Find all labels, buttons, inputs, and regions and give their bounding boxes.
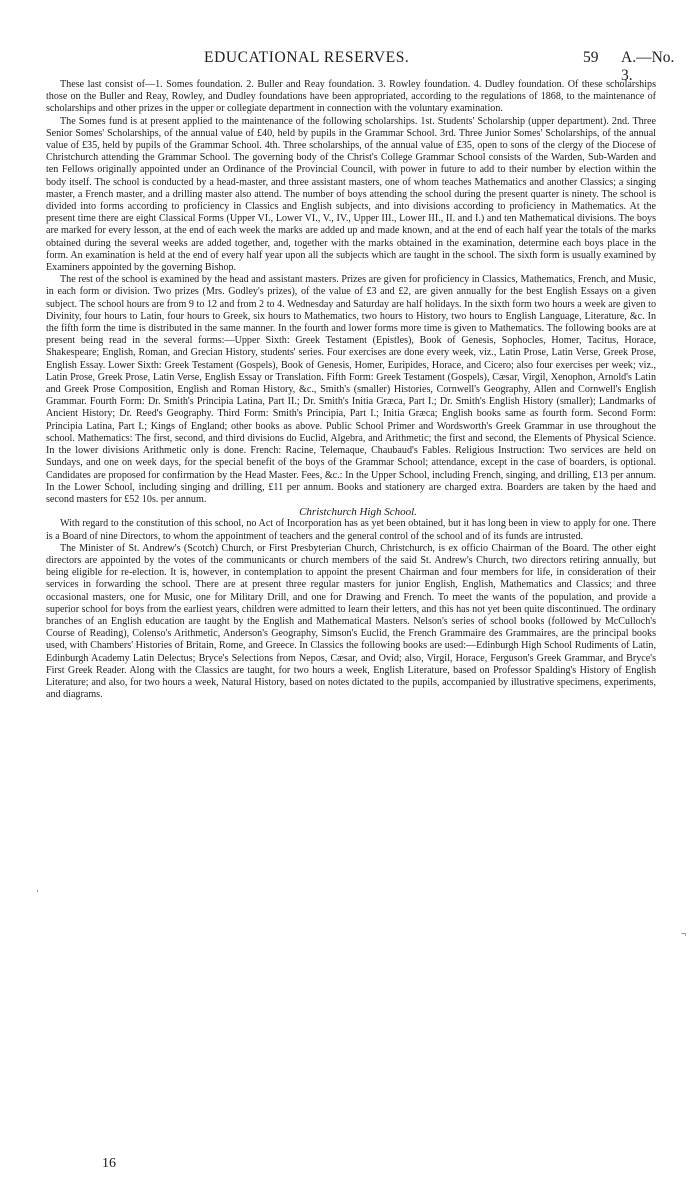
margin-mark: ·	[36, 886, 39, 896]
paragraph: The Minister of St. Andrew's (Scotch) Church, or First Presbyterian Church, Christchurch, is ex officio Chairman of the Board. The other eight directors are appointed by the votes of the communicants or church members of the said St. Andrew's Church, two directors retiring annually, but being eligible for re-election. It is, however, in contemplation to appoint the present Chairman and four members for life, in consideration of their services in forwarding the school. There are at present three regular masters for junior English, English, Mathematics and Classics; and three occasional masters, one for Music, one for Military Drill, and one for Drawing and French. To meet the wants of the population, and provide a superior school for boys from the earliest years, children were admitted to learn their letters, and this has not yet been quite discontinued. The ordinary branches of an English education are taught by the English and Mathematical Masters. Nelson's series of school books (followed by McCulloch's Course of Reading), Colenso's Arithmetic, Anderson's Geography, Simson's Euclid, the French Grammaire des Grammaires, are the principal books used, with Chambers' Histories of Britain, Rome, and Greece. In Classics the following books are used:—Edinburgh High School Rudiments of Latin, Edinburgh Academy Latin Delectus; Bryce's Selections from Nepos, Cæsar, and Ovid; also, Virgil, Horace, Ferguson's Greek Grammar, and Bryce's First Greek Reader. Along with the Classics are taught, for two hours a week, English Literature, based on Professor Spalding's History of English Literature; and also, for two hours a week, Natural History, based on notes dictated to the pupils, accompanied by illustrative specimens, experiments, and diagrams.	[46, 542, 656, 701]
margin-mark: ¬	[681, 929, 687, 939]
paragraph: The Somes fund is at present applied to the maintenance of the following scholarships. 1st. Students' Scholarship (upper department). 2nd. Three Senior Somes' Scholarships, of the annual value of £40, held by pupils in the Grammar School. 3rd. Three Junior Somes' Scholarships, of the annual value of £35, held by pupils of the Grammar School. 4th. Three scholarships, of the annual value of £35, open to sons of the clergy of the Diocese of Christchurch attending the Grammar School. The governing body of the Christ's College Grammar School consists of the Warden, Sub-Warden and ten Fellows originally appointed under an Ordinance of the Provincial Council, with power in future to add to their number by election within the body itself. The school is conducted by a head-master, and three assistant masters, one of whom teaches Mathematics and another Classics; a singing master, a French master, and a drilling master also attend. The number of boys attending the school during the present quarter is ninety. The school is divided into forms according to proficiency in Classics and English subjects, and into divisions according to proficiency in Mathematics. At the present time there are eight Classical Forms (Upper VI., Lower VI., V., IV., Upper III., Lower III., II. and I.) and ten Mathematical divisions. The boys are marked for every lesson, at the end of each week the marks are added up and made known, and at the end of each half year the totals of the marks obtained during the several weeks are added together, and, together with the marks obtained in the examination, determine each boys place in the form. An examination is held at the end of every half year upon all the subjects which are taught in the school. The sixth form is usually examined by Examiners appointed by the governing Bishop.	[46, 115, 656, 274]
paragraph: With regard to the constitution of this school, no Act of Incorporation has as yet been obtained, but it has long been in view to apply for one. There is a Board of nine Directors, to whom the appointment of teachers and the general control of the school and of its funds are intrusted.	[46, 518, 656, 542]
page-number: 59	[583, 49, 599, 66]
document-reference: A.—No. 3.	[621, 49, 675, 84]
paragraph: The rest of the school is examined by the head and assistant masters. Prizes are given for proficiency in Classics, Mathematics, French, and Music, in each form or division. Two prizes (Mrs. Godley's prizes), of the value of £3 and £2, are given annually for the best English Essays on a given subject. The school hours are from 9 to 12 and from 2 to 4. Wednesday and Saturday are half holidays. In the sixth form two hours a week are given to Divinity, four hours to Latin, four hours to Greek, six hours to Mathematics, two hours to History, two hours to English Language, Literature, &c. In the fifth form the time is distributed in the same manner. In the fourth and lower forms more time is given to Mathematics. The following books are at present being read in the several forms:—Upper Sixth: Greek Testament (Epistles), Book of Genesis, Sophocles, Homer, Tacitus, Horace, Shakespeare; English, Roman, and Grecian History, students' series. Four exercises are done every week, viz., Latin Prose, Latin Verse, Greek Prose, English Essay. Lower Sixth: Greek Testament (Gospels), Book of Genesis, Homer, Euripides, Horace, and Cicero; also four exercises per week; viz., Latin Prose, Greek Prose, Latin Verse, English Essay or Translation. Fifth Form: Greek Testament (Gospels), Cæsar, Virgil, Xenophon, Arnold's Latin and Greek Prose Composition, English and Roman History, &c., Smith's (smaller) Histories, Cornwell's Geography, Allen and Cornwell's English Grammar. Fourth Form: Dr. Smith's Principia Latina, Part II.; Dr. Smith's Initia Græca, Part I.; Dr. Smith's English History (smaller); Landmarks of Ancient History; Dr. Reed's Geography. Third Form: Smith's Principia, Part I.; Initia Græca; English books same as fourth form. Second Form: Principia Latina, Part I.; Kings of England; other books as above. Public School Primer and Wordsworth's Greek Grammar in use throughout the school. Mathematics: The first, second, and third divisions do Euclid, Algebra, and Arithmetic; the first and second, the Elements of Physical Science. In the lower divisions Arithmetic only is done. French: Racine, Telemaque, Chaubaud's Fables. Religious Instruction: Two services are held on Sundays, and one on week days, for the special benefit of the boys of the Grammar School; attendance, except in the case of boarders, is optional. Candidates are proposed for confirmation by the Head Master. Fees, &c.: In the Upper School, including French, singing, and drilling, £13 per annum. In the Lower School, including singing and drilling, £11 per annum. Books and stationery are charged extra. Boarders are taken by the haed and second masters for £52 10s. per annum.	[46, 274, 656, 505]
section-heading: Christchurch High School.	[299, 506, 417, 519]
signature-mark: 16	[102, 1156, 116, 1171]
body-text	[46, 79, 656, 701]
page-header	[46, 49, 680, 84]
running-title: EDUCATIONAL RESERVES.	[204, 49, 410, 66]
paragraph: These last consist of—1. Somes foundation. 2. Buller and Reay foundation. 3. Rowley foundation. 4. Dudley foundation. Of these scholarships those on the Buller and Reay, Rowley, and Dudley foundations have been appropriated, according to the regulations of 1868, to the maintenance of scholarships and other prizes in the upper or collegiate department in connection with the voluntary examination.	[46, 79, 656, 115]
